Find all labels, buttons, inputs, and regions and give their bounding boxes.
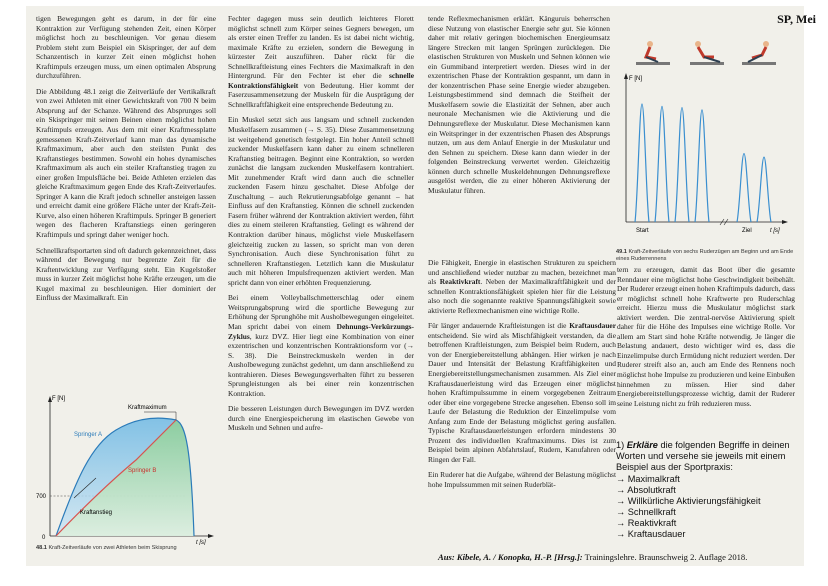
paragraph: Schnellkraftsportarten sind oft dadurch gekennzeichnet, dass während der Bewegung nur begrenzte Zeit für die Kraftentwicklung zur Verfügung steht. Ein Kugelstoßer muss in kurzer Zeit möglichst hohe Kräfte erzeugen, um die Kugel maximal zu beschleunigen. Hier dominiert der Einfluss der Maximalkraft. Ein: [36, 245, 216, 303]
paragraph: Ein Ruderer hat die Aufgabe, während der Belastung möglichst hohe Impulssummen mit seinen Ruderblät-: [428, 470, 616, 490]
task-item: → Reaktivkraft: [616, 518, 677, 528]
end-label: Ziel: [742, 228, 752, 234]
force-peak-start: [655, 106, 669, 222]
task-box: [616, 440, 798, 540]
paragraph: Die Fähigkeit, Energie in elastischen Strukturen zu speichern und anschließend wieder nutzbar zu machen, bezeichnet man als Reaktivkraft. Neben der Maximalkraftfähigkeit und der schnellen Kontraktionsfähigkeit spielen hier für die Leistung also noch die sogenannte reaktive Spannungsfähigkeit sowie aktivierte Reflexmechanismen eine wichtige Rolle.: [428, 258, 616, 315]
rower-illustration-3: [742, 41, 776, 65]
column-1: [36, 14, 216, 309]
rower-illustration-2: [690, 41, 724, 65]
y-tick-700: 700: [36, 494, 47, 500]
paragraph: Die besseren Leistungen durch Bewegungen im DVZ werden durch eine Energiespeicherung im elastischen Gewebe von Muskeln und Sehnen und aufre-: [228, 404, 414, 433]
force-peak-start: [635, 104, 649, 222]
y-axis-label: F [N]: [52, 396, 65, 402]
label-kraftmaximum: Kraftmaximum: [128, 405, 167, 411]
figure-48-1: [36, 390, 218, 556]
task-item: → Willkürliche Aktivierungsfähigkeit: [616, 496, 761, 506]
figure-49-1: [616, 32, 794, 264]
task-list: [616, 474, 798, 540]
paragraph: tigen Bewegungen geht es darum, in der für eine Kontraktion zur Verfügung stehenden Zeit, einen Körper möglichst hoch zu beschleunigen. Vor genau diesem Problem steht zum Beispiel ein Skispringer, der auf dem Schanzentisch in kurzer Zeit einen möglichst hohen Kraftimpuls erzeugen muss, um einen optimalen Absprung durchzuführen.: [36, 14, 216, 81]
task-item: → Maximalkraft: [616, 474, 680, 484]
task-item: → Absolutkraft: [616, 485, 676, 495]
label-kraftanstieg: Kraftanstieg: [80, 510, 113, 516]
force-peak-end: [757, 157, 771, 222]
force-peak-start: [675, 108, 689, 222]
start-label: Start: [636, 228, 649, 234]
class-tag: SP, Mei: [777, 12, 816, 26]
column-3-continued: [428, 258, 616, 496]
task-item: → Schnellkraft: [616, 507, 676, 517]
paragraph: Für länger andauernde Kraftleistungen ist die Kraftausdauer entscheidend. Sie wird als Mischfähigkeit verstanden, da die betroffenen Kraftleistungen, zum Beispiel beim Rudern, auch von der Energiebereitstellung abhängen. Hier wirken je nach Dauer und Intensität der Belastung Kraftfähigkeiten und Energiebereitstellungsmechanismen zusammen. Als Ziel einer Kraftausdauerleistung wird das Erzeugen einer möglichst hohen Kraftimpulssumme in einem vorgegebenen Zeitraum oder über eine vorgegebene Strecke angesehen. Ebenso soll im Laufe der Belastung die Reduktion der Einzelimpulse vom Anfang zum Ende der Belastung möglichst gering ausfallen. Typische Kraftausdauerleistungen erfordern mindestens 30 Prozent des individuellen Kraftmaximums. Dies ist zum Beispiel beim alpinen Abfahrtslauf, Rudern, Kanufahren oder Ringen der Fall.: [428, 321, 616, 464]
rowing-force-peaks: [635, 104, 771, 222]
figure-49-caption: 49.1 Kraft-Zeitverläufe von sechs Ruderzügen am Beginn und am Ende eines Ruderrennens: [616, 249, 794, 262]
x-axis-label: t [s]: [770, 228, 780, 234]
label-springer-b: Springer B: [128, 468, 157, 474]
rower-illustration-1: [636, 41, 670, 65]
paragraph: Bei einem Volleyballschmetterschlag oder einem Weitsprungabsprung wird die sportliche Bewegung zur Erhöhung der Sprunghöhe mit Ausholbewegungen eingeleitet. Man spricht dabei von einem Dehnungs-Verkürzungs-Zyklus, kurz DVZ. Hier liegt eine Kombination von einer exzentrischen und konzentrischen Kontraktionsform vor (→ S. 38). Die Beinstreckmuskeln werden in der Ausholbewegung zunächst gedehnt, um dann anschließend zu kontrahieren. Dieses Bewegungsverhalten führt zu besseren Sprungleistungen als bei einer rein konzentrischen Kontraktion.: [228, 293, 414, 398]
paragraph: Die Abbildung 48.1 zeigt die Zeitverläufe der Vertikalkraft von zwei Athleten mit einer Gewichtskraft von 700 N beim Absprung auf der Schanze. Während des Absprunges soll ein Skispringer mit seinen Beinen einen möglichst hohen Kraftimpuls erzeugen. Aus dem mit einer Kraftmessplatte gemessenen Kraft-Zeitverlauf kann man das dynamische Kraftmaximum, aber auch den steilsten Punkt des Kraftanstieges bestimmen. Sowohl ein hohes dynamisches Kraftmaximum als auch ein steiler Kraftanstieg tragen zu einer großen Impulsfläche bei. Beide Athleten erzielen das gleiche Kraftmaximum gegen Ende des Kraft-Zeitverlaufes. Springer A kann die Kraft jedoch schneller ansteigen lassen und erreicht damit eine größere Fläche unter der Kraft-Zeit-Kurve, also einen höheren Kraftimpuls. Springer B generiert wegen des flacheren Kraftanstiegs einen geringeren Kraftimpuls und springt daher weniger hoch.: [36, 86, 216, 240]
source-citation: Aus: Kibele, A. / Konopka, H.-P. [Hrsg.]: Trainingslehre. Braunschweig 2. Auflage 2018.: [438, 552, 748, 562]
force-peak-end: [737, 154, 751, 222]
x-axis-label: t [s]: [196, 540, 206, 545]
y-tick-0: 0: [42, 535, 46, 541]
label-springer-a: Springer A: [74, 432, 103, 438]
force-peak-start: [695, 110, 709, 222]
task-intro: 1) Erkläre die folgenden Begriffe in deinen Worten und versehe sie jeweils mit einem Beispiel aus der Sportpraxis:: [616, 440, 790, 472]
task-item: → Kraftausdauer: [616, 529, 686, 539]
paragraph: tende Reflexmechanismen erklärt. Känguruis beherrschen diese Nutzung von elastischer Energie sehr gut. Sie können daher mit relativ geringen biochemischen Energieumsatz längere Strecken mit langen Sprüngen zurücklegen. Die elastischen Strukturen von Muskeln und Sehnen können wie ein Gummiband interpretiert werden. Dieses wird in der exzentrischen Phase der Kontraktion gespannt, um dann in der konzentrischen Phase seine Energie wieder abzugeben. Leistungsbestimmend sind demnach die Steifheit der Muskelfasern sowie die Elastizität der Sehnen, aber auch neuronale Mechanismen wie die Aktivierung und die Dehnungsreflexe der Muskulatur. Diese Mechanismen kann ein Weitspringer in der exzentrischen Phasen des Absprungs nutzen, um aus dem Anlauf Energie in der Muskulatur und den Sehnen zu speichern. Diese kann dann wieder in der folgenden Beinstreckung verwertet werden. Gleichzeitig können durch schnelle Muskeldehnungen Dehnungsreflexe ausgelöst werden, die zu einer höheren Aktivierung der Muskulatur führen.: [428, 14, 610, 195]
y-axis-label: F [N]: [629, 76, 642, 82]
column-2: [228, 14, 414, 439]
figure-48-caption: 48.1 Kraft-Zeitverläufe von zwei Athleten beim Skisprung: [36, 545, 177, 551]
paragraph: Ein Muskel setzt sich aus langsam und schnell zuckenden Muskelfasern zusammen (→ S. 35). Diese Zusammensetzung ist weitgehend genetisch festgelegt. Ein hoher Anteil schnell zuckender Muskelfasern kann daher zu einem schnelleren Kraftanstieg beitragen. Beginnt eine Kontraktion, so werden zunächst die langsam zuckenden Muskelfasern kontrahiert. Mit zunehmender Kraft wird dann auch die schneller zuckenden Fasern hinzu geschaltet. Diese Abfolge der Zuschaltung – auch Rekrutierungsabfolge genannt – hat Einfluss auf den Kraftanstieg. Können die schnell zuckenden Fasern früher während der Kontraktion aktiviert werden, führt dies zu einem steileren Kraftanstieg. Gelingt es während der Kontraktion darüber hinaus, möglichst viele Muskelfasern gleichzeitig zucken zu lassen, so spricht man von deren Synchronisation. Auch diese Synchronisation führt zu schnelleren Kraftanstiegen. Letztlich kann die Muskulatur auch mit höheren Impulsfrequenzen aktiviert werden. Man spricht dann von einer erhöhten Frequenzierung.: [228, 115, 414, 287]
paragraph: tern zu erzeugen, damit das Boot über die gesamte Renndauer eine möglichst hohe Geschwindigkeit beibehält. Der Ruderer erzeugt einen hohen Kraftimpuls dadurch, dass er möglichst schnell hohe Kraftwerte pro Ruderschlag erreicht. Hierzu muss die Muskulatur möglichst stark aktiviert werden. Die zentral-nervöse Aktivierung spielt daher für die Höhe des Impulses eine wichtige Rolle. Vor allem am Start sind hohe Kräfte notwendig. Je länger die Belastung andauert, desto wichtiger wird es, dass die Einzelimpulse durch Ermüdung nicht reduziert werden. Der Ruderer streift also an, auch am Ende des Rennens noch möglichst hohe Impulse zu produzieren und keine Einbußen hinnehmen zu müssen. Hier sind daher Energiebereitstellungsprozesse wichtig, damit der Ruderer seine Leistung nicht zu früh reduzieren muss.: [617, 265, 795, 408]
column-3: [428, 14, 610, 201]
paragraph: Fechter dagegen muss sein deutlich leichteres Florett möglichst schnell zum Körper seines Gegners bewegen, um als erster einen Treffer zu landen. Es ist dabei nicht wichtig, maximale Kräfte zu erzielen, sondern die Bewegung in kürzester Zeit auszuführen. Daher rückt für die Schnellkraftleistung eines Fechters die Maximalkraft in den Hintergrund. Für den Fechter ist eher die schnelle Kontraktionsfähigkeit von Bedeutung. Hier kommt der Faserzusammensetzung der Muskeln für die Ausprägung der Schnellkraftfähigkeit eine entsprechende Bedeutung zu.: [228, 14, 414, 109]
column-4: [617, 265, 795, 408]
